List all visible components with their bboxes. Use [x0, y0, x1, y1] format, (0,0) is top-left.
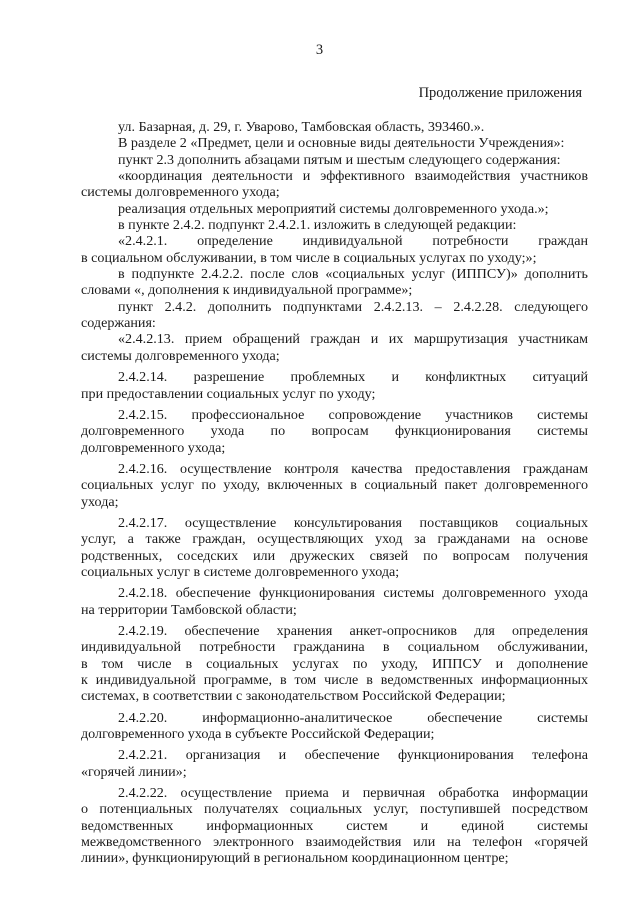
text-line: родственных, соседских или дружеских связей по вопросам получения: [81, 547, 588, 564]
text-line: социальных услуг по уходу, включенных в социальный пакет долговременного: [81, 477, 588, 494]
paragraph: [81, 233, 588, 266]
text-line: линии», функционирующий в региональном координационном центре;: [81, 850, 509, 867]
text-line: ведомственных информационных систем и единой системы: [81, 817, 588, 834]
text-line: словами «, дополнения к индивидуальной программе»;: [81, 282, 413, 299]
paragraph: [81, 152, 588, 168]
text-line: ухода;: [81, 493, 119, 510]
text-line: ул. Базарная, д. 29, г. Уварово, Тамбовская область, 393460.».: [118, 119, 485, 135]
text-line: социальных услуг в системе долговременного ухода;: [81, 563, 400, 580]
paragraph: [81, 119, 588, 135]
text-line: в социальном обслуживании, в том числе в социальных услугах по уходу;»;: [81, 249, 537, 266]
text-line: долговременного ухода;: [81, 439, 226, 456]
paragraph: [81, 747, 588, 780]
text-line: в том числе в социальных услугах по уходу, ИППСУ и дополнение: [81, 655, 588, 672]
text-line: на территории Тамбовской области;: [81, 601, 297, 618]
text-line: межведомственного электронного взаимодействия или на телефон «горячей: [81, 834, 588, 851]
text-line: 2.4.2.19. обеспечение хранения анкет-опросников для определения: [118, 622, 588, 639]
paragraph: [81, 266, 588, 299]
paragraph: [81, 331, 588, 364]
text-line: индивидуальной потребности гражданина в социальном обслуживании,: [81, 639, 588, 656]
text-line: системы долговременного ухода;: [81, 347, 280, 364]
text-line: 2.4.2.17. осуществление консультирования поставщиков социальных: [118, 514, 588, 531]
text-line: 2.4.2.16. осуществление контроля качества предоставления гражданам: [118, 460, 588, 477]
text-line: 2.4.2.22. осуществление приема и первичная обработка информации: [118, 785, 588, 802]
text-line: 2.4.2.21. организация и обеспечение функционирования телефона: [118, 747, 588, 764]
text-line: «2.4.2.13. прием обращений граждан и их маршрутизация участникам: [118, 331, 588, 348]
text-line: в пункте 2.4.2. подпункт 2.4.2.1. изложить в следующей редакции:: [118, 217, 517, 234]
text-line: о потенциальных получателях социальных услуг, поступившей посредством: [81, 801, 588, 818]
paragraph: [81, 201, 588, 217]
text-line: при предоставлении социальных услуг по уходу;: [81, 385, 376, 402]
text-line: В разделе 2 «Предмет, цели и основные виды деятельности Учреждения»:: [118, 135, 565, 152]
text-line: услуг, а также граждан, осуществляющих уход за гражданами на основе: [81, 531, 588, 548]
paragraph: [81, 168, 588, 201]
text-line: 2.4.2.20. информационно-аналитическое обеспечение системы: [118, 709, 588, 726]
paragraph: [81, 407, 588, 456]
paragraph: [81, 585, 588, 618]
text-line: содержания:: [81, 315, 156, 332]
paragraph: [81, 217, 588, 233]
paragraph: [81, 515, 588, 580]
text-line: 2.4.2.15. профессиональное сопровождение участников системы: [118, 406, 588, 423]
paragraph: [81, 710, 588, 743]
paragraph: [81, 461, 588, 510]
text-line: 2.4.2.14. разрешение проблемных и конфликтных ситуаций: [118, 369, 588, 386]
text-line: «горячей линии»;: [81, 763, 187, 780]
text-line: системы долговременного ухода;: [81, 184, 280, 201]
paragraph: [81, 623, 588, 705]
text-line: системах, в соответствии с законодательством Российской Федерации;: [81, 688, 506, 705]
paragraph: [81, 135, 588, 151]
document-body: [81, 119, 588, 867]
continuation-label: Продолжение приложения: [418, 85, 582, 101]
text-line: в подпункте 2.4.2.2. после слов «социальных услуг (ИППСУ)» дополнить: [118, 266, 588, 283]
text-line: долговременного ухода в субъекте Российской Федерации;: [81, 726, 435, 743]
text-line: долговременного ухода по вопросам функционирования системы: [81, 423, 588, 440]
text-line: пункт 2.3 дополнить абзацами пятым и шестым следующего содержания:: [118, 151, 561, 168]
paragraph: [81, 369, 588, 402]
text-line: «координация деятельности и эффективного взаимодействия участников: [118, 168, 588, 185]
text-line: «2.4.2.1. определение индивидуальной потребности граждан: [118, 233, 588, 250]
text-line: к индивидуальной программе, в том числе в ведомственных информационных: [81, 672, 588, 688]
paragraph: [81, 785, 588, 867]
page-number: 3: [315, 42, 324, 58]
text-line: пункт 2.4.2. дополнить подпунктами 2.4.2.13. – 2.4.2.28. следующего: [118, 298, 588, 315]
paragraph: [81, 299, 588, 332]
text-line: 2.4.2.18. обеспечение функционирования системы долговременного ухода: [118, 585, 588, 602]
text-line: реализация отдельных мероприятий системы долговременного ухода.»;: [118, 200, 549, 217]
